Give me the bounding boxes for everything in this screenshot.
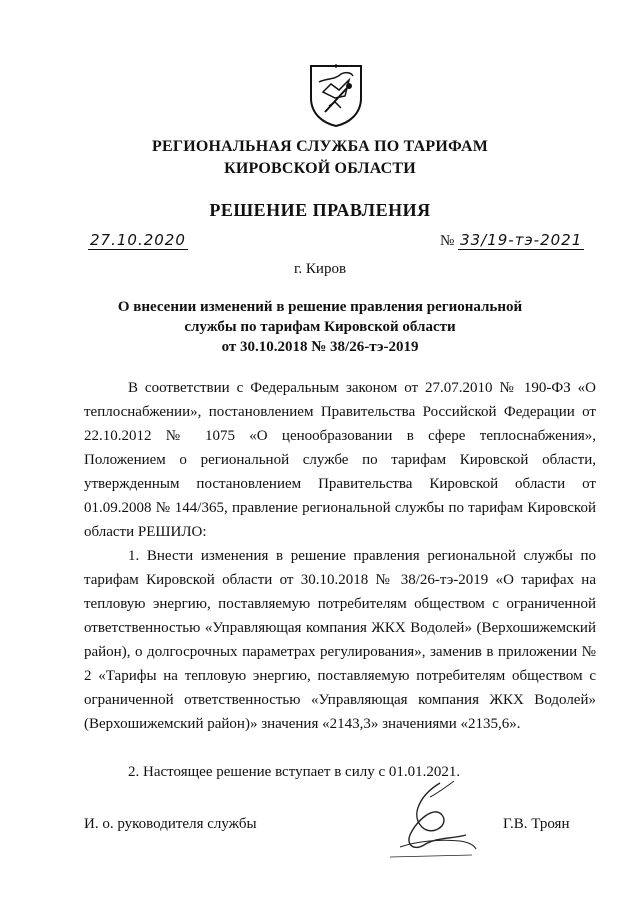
number-prefix: № (440, 233, 455, 249)
kirov-coat-of-arms-icon (305, 62, 367, 128)
document-subject (110, 297, 530, 357)
document-number (440, 231, 584, 250)
org-name-line1: РЕГИОНАЛЬНАЯ СЛУЖБА ПО ТАРИФАМ (151, 138, 489, 155)
date-value: 27.10.2020 (90, 231, 186, 249)
document-title: РЕШЕНИЕ ПРАВЛЕНИЯ (209, 200, 431, 220)
subject-line3: от 30.10.2018 № 38/26-тэ-2019 (221, 339, 419, 355)
signatory-position: И. о. руководителя службы (84, 816, 257, 832)
preamble-paragraph: В соответствии с Федеральным законом от 27.07.2010 № 190-ФЗ «О теплоснабжении», постановлением Правительства Российской Федерации от 22.10.2012 № 1075 «О ценообразовании в сфере теплоснабжения», Положением о региональной службе по тарифам Кировской области, утвержденным постановлением Правительства Кировской области от 01.09.2008 № 144/365, правление региональной службы по тарифам Кировской области РЕШИЛО: (84, 380, 596, 540)
subject-line1: О внесении изменений в решение правления региональной (117, 299, 523, 315)
item-2-paragraph: 2. Настоящее решение вступает в силу с 01.01.2021. (128, 764, 461, 780)
city: г. Киров (293, 261, 347, 277)
org-name-line2: КИРОВСКОЙ ОБЛАСТИ (224, 160, 416, 177)
item-1-paragraph: 1. Внести изменения в решение правления региональной службы по тарифам Кировской области от 30.10.2018 № 38/26-тэ-2019 «О тарифах на тепловую энергию, поставляемую потребителям обществом с ограниченной ответственностью «Управляющая компания ЖКХ Водолей» (Верхошижемский район), о долгосрочных параметрах регулирования», заменив в приложении № 2 «Тарифы на тепловую энергию, поставляемую потребителям обществом с ограниченной ответственностью «Управляющая компания ЖКХ Водолей» (Верхошижемский район)» значения «2143,3» значениями «2135,6». (84, 548, 596, 732)
handwritten-signature (380, 775, 480, 865)
subject-line2: службы по тарифам Кировской области (184, 319, 456, 335)
document-date (88, 231, 188, 250)
number-value: 33/19-тэ-2021 (460, 231, 583, 249)
signatory-name: Г.В. Троян (503, 816, 570, 832)
